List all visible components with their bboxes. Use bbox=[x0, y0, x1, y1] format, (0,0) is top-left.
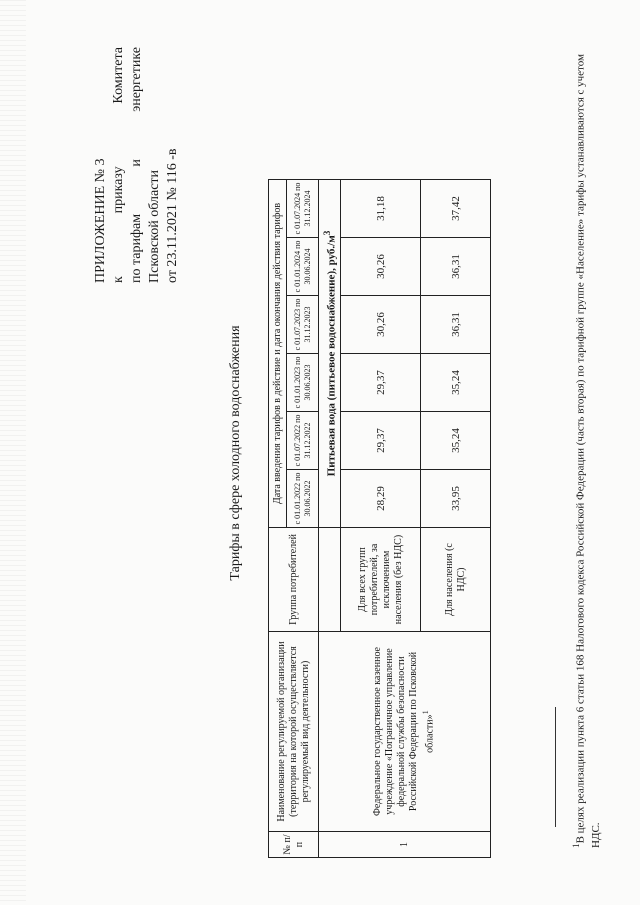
tariff-value: 30,26 bbox=[341, 295, 421, 353]
tariff-value: 36,31 bbox=[421, 295, 491, 353]
organization-name: Федеральное государственное казенное учреждение «Пограничное управление федеральной службы безопасности Российской Федерации по Псковской области» bbox=[372, 646, 436, 816]
header-period-5: с 01.01.2024 по 30.06.2024 bbox=[287, 237, 319, 295]
rotated-document bbox=[0, 3, 640, 903]
footnote bbox=[569, 48, 604, 848]
appendix-title: ПРИЛОЖЕНИЕ № 3 bbox=[93, 158, 108, 283]
header-num: № п/п bbox=[269, 831, 319, 857]
tariff-table-wrap bbox=[268, 179, 491, 858]
header-period-3: с 01.01.2023 по 30.06.2023 bbox=[287, 353, 319, 411]
row-number: 1 bbox=[319, 831, 491, 857]
header-period-4: с 01.07.2023 по 31.12.2023 bbox=[287, 295, 319, 353]
header-org: Наименование регулируемой организации (территория на которой осуществляется регулируемый вид деятельности) bbox=[269, 631, 319, 831]
header-period-6: с 01.07.2024 по 31.12.2024 bbox=[287, 179, 319, 237]
appendix-line-5: от 23.11.2021 № 116 -в bbox=[165, 147, 180, 283]
tariff-value: 36,31 bbox=[421, 237, 491, 295]
appendix-line-3: по тарифам и энергетике bbox=[129, 46, 144, 283]
document-title: Тарифы в сфере холодного водоснабжения bbox=[228, 324, 243, 581]
tariff-value: 35,24 bbox=[421, 411, 491, 469]
footnote-text: В целях реализации пункта 6 статьи 168 Налогового кодекса Российской Федерации (часть вторая) по тарифной группе «Население» тарифы устанавливаются с учетом НДС. bbox=[574, 53, 602, 848]
appendix-block bbox=[92, 47, 182, 283]
section-label: Питьевая вода (питьевое водоснабжение), руб./м bbox=[325, 234, 338, 476]
organization-cell bbox=[319, 631, 491, 831]
tariff-value: 29,37 bbox=[341, 411, 421, 469]
organization-footnote-mark: 1 bbox=[421, 709, 431, 714]
tariff-table bbox=[268, 179, 491, 858]
footnote-separator bbox=[555, 707, 556, 827]
group-cell-1: Для всех групп потребителей, за исключением населения (без НДС) bbox=[341, 527, 421, 631]
tariff-value: 28,29 bbox=[341, 469, 421, 527]
header-dates: Дата введения тарифов в действие и дата окончания действия тарифов bbox=[269, 179, 287, 527]
appendix-line-4: Псковской области bbox=[147, 169, 162, 283]
tariff-value: 35,24 bbox=[421, 353, 491, 411]
section-header bbox=[319, 179, 341, 527]
header-period-2: с 01.07.2022 по 31.12.2022 bbox=[287, 411, 319, 469]
footnote-mark: 1 bbox=[571, 842, 581, 848]
group-cell-2: Для населения (с НДС) bbox=[421, 527, 491, 631]
section-unit-sup: 3 bbox=[322, 230, 333, 235]
tariff-value: 37,42 bbox=[421, 179, 491, 237]
header-group: Группа потребителей bbox=[269, 527, 319, 631]
tariff-value: 33,95 bbox=[421, 469, 491, 527]
tariff-value: 29,37 bbox=[341, 353, 421, 411]
appendix-line-2: к приказу Комитета bbox=[111, 46, 126, 283]
header-period-1: с 01.01.2022 по 30.06.2022 bbox=[287, 469, 319, 527]
tariff-value: 30,26 bbox=[341, 237, 421, 295]
tariff-value: 31,18 bbox=[341, 179, 421, 237]
